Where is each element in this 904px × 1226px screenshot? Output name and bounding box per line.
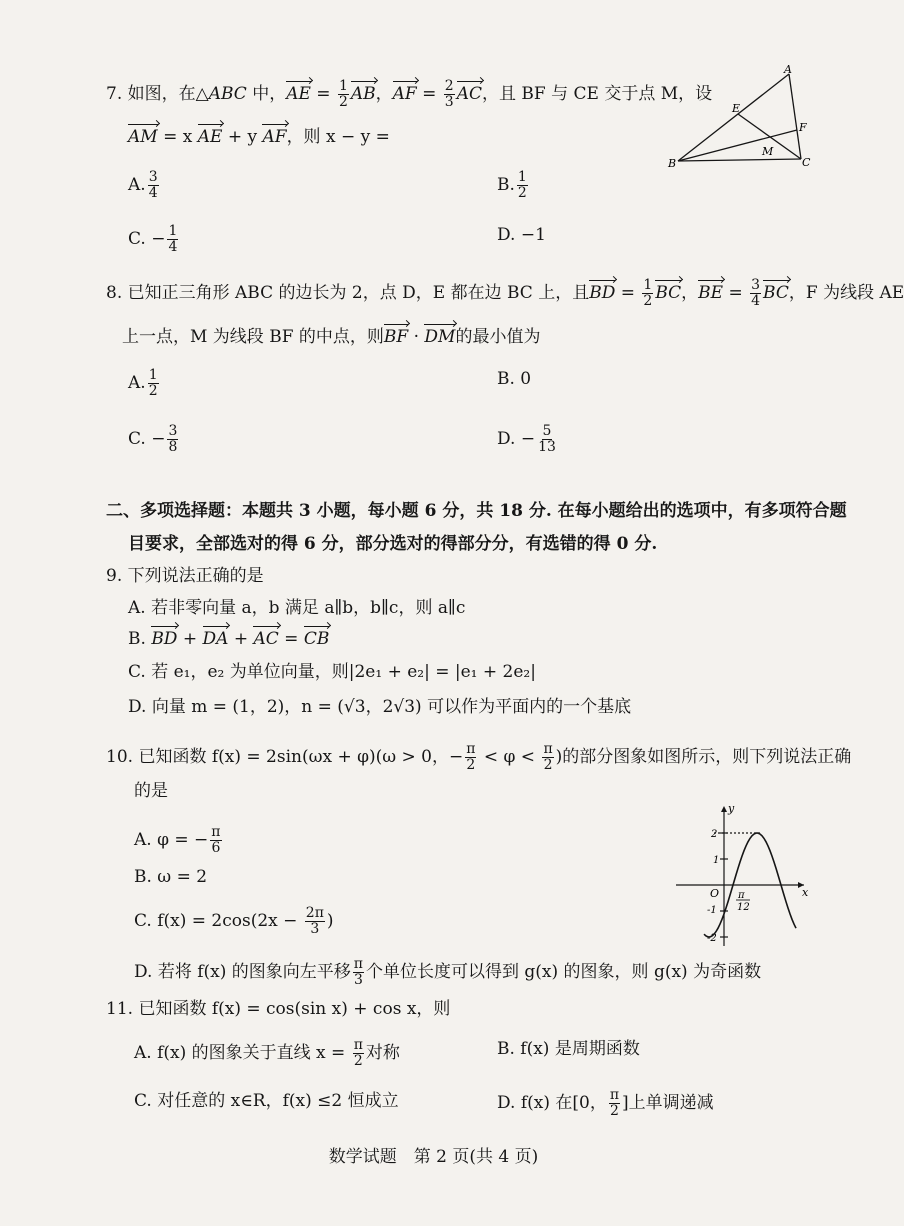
q7-option-b: B. $\frac{1}{2}$ (497, 169, 527, 201)
q10-sine-graph (672, 800, 812, 950)
q9-option-a: A. 若非零向量 a，b 满足 a∥b，b∥c，则 a∥c (128, 598, 466, 618)
q7-option-c: C. − $\frac{1}{4}$ (128, 223, 178, 255)
q7-line1: 7. 如图，在△ABC 中，AE = $\frac{1}{2}$ AB，AF = $\frac{2}{3}$ AC，且 BF 与 CE 交于点 M，设 (106, 78, 713, 110)
fraction: $\frac{\pi}{2}$ (353, 1037, 363, 1069)
q8-line2: 上一点，M 为线段 BF 的中点，则BF · DM的最小值为 (122, 327, 541, 347)
vector-cb: CB (303, 629, 330, 649)
fraction: $\frac{\pi}{2}$ (609, 1087, 620, 1119)
vector-af: AF (392, 84, 417, 104)
tick-label-2: 2 (711, 829, 718, 840)
vector-ae: AE (286, 84, 311, 104)
vector-bf: BF (383, 327, 409, 347)
label-c: C (802, 156, 811, 169)
side-bc (678, 159, 801, 161)
vector-am: AM (128, 127, 158, 147)
vector-bd: BD (589, 283, 616, 303)
vector-ac: AC (253, 629, 279, 649)
q8-option-c: C. − $\frac{3}{8}$ (128, 423, 178, 455)
q7-option-d: D. −1 (497, 225, 546, 245)
fraction: $\frac{1}{2}$ (148, 367, 158, 399)
q11-stem: 11. 已知函数 f(x) = cos(sin x) + cos x，则 (106, 999, 451, 1019)
q7-line2: AM = x AE + y AF，则 x − y = (128, 127, 390, 147)
x-tick-label-12: 12 (737, 902, 750, 913)
q11-option-b: B. f(x) 是周期函数 (497, 1039, 640, 1059)
segment-bf (678, 130, 797, 161)
vector-ae: AE (197, 127, 223, 147)
fraction: $\frac{2}{3}$ (444, 78, 454, 110)
fraction: $\frac{\pi}{6}$ (211, 824, 221, 856)
origin-label: O (710, 887, 720, 900)
fraction: $\frac{\pi}{2}$ (543, 741, 553, 773)
q10-option-d: D. 若将 f(x) 的图象向左平移 $\frac{\pi}{3}$ 个单位长度可以得到 g(x) 的图象，则 g(x) 为奇函数 (134, 956, 762, 988)
label-b: B (668, 157, 677, 170)
q8-option-a: A. $\frac{1}{2}$ (128, 367, 158, 399)
side-ac (789, 74, 801, 159)
q11-option-c: C. 对任意的 x∈R，f(x) ≤2 恒成立 (134, 1091, 399, 1111)
label-f: F (799, 121, 807, 134)
label-m: M (762, 145, 774, 158)
q10-option-c: C. f(x) = 2cos(2x − $\frac{2\pi}{3}$ ) (134, 905, 334, 937)
tick-label-minus2: -2 (707, 933, 717, 944)
vector-bc: BC (763, 283, 789, 303)
tick-label-1: 1 (713, 855, 720, 866)
tick-label-minus1: -1 (707, 905, 717, 916)
vector-ac: AC (456, 84, 483, 104)
section2-heading-line1: 二、多项选择题：本题共 3 小题，每小题 6 分，共 18 分. 在每小题给出的选项中，有多项符合题 (106, 501, 847, 521)
q10-line2: 的是 (134, 781, 168, 801)
vector-bc: BC (655, 283, 682, 303)
vector-dm: DM (424, 327, 456, 347)
y-axis-arrow (721, 806, 727, 812)
q9-stem: 9. 下列说法正确的是 (106, 566, 264, 586)
y-axis-label: y (728, 802, 735, 815)
label-a: A (784, 63, 792, 76)
q8-option-b: B. 0 (497, 369, 532, 389)
fraction: $\frac{2\pi}{3}$ (305, 905, 324, 937)
q7-option-a: A. $\frac{3}{4}$ (128, 169, 158, 201)
q9-option-b: B. BD + DA + AC = CB (128, 629, 330, 649)
q7-triangle-figure (668, 60, 818, 175)
fraction: $\frac{3}{8}$ (168, 423, 178, 455)
fraction: $\frac{\pi}{3}$ (353, 956, 363, 988)
x-axis-label: x (802, 886, 809, 899)
vector-ab: AB (350, 84, 376, 104)
q8-line1: 8. 已知正三角形 ABC 的边长为 2，点 D，E 都在边 BC 上，且BD = $\frac{1}{2}$ BC，BE = $\frac{3}{4}$ BC，F 为线段 AE (106, 277, 904, 309)
q10-option-a: A. φ = − $\frac{\pi}{6}$ (134, 824, 221, 856)
q9-option-d: D. 向量 m = (1，2)，n = (√3，2√3) 可以作为平面内的一个基底 (128, 697, 632, 717)
q8-option-d: D. − $\frac{5}{13}$ (497, 423, 556, 455)
fraction: $\frac{1}{2}$ (338, 78, 348, 110)
fraction: $\frac{1}{2}$ (517, 169, 527, 201)
fraction: $\frac{\pi}{2}$ (466, 741, 476, 773)
page-footer: 数学试题 第 2 页(共 4 页) (328, 1147, 539, 1167)
vector-bd: BD (151, 629, 178, 649)
fraction: $\frac{3}{4}$ (751, 277, 761, 309)
q10-line1: 10. 已知函数 f(x) = 2sin(ωx + φ)(ω > 0，− $\frac{\pi}{2}$ < φ < $\frac{\pi}{2}$ )的部分图象如图所示，则下列说法正确 (106, 741, 852, 773)
fraction: $\frac{5}{13}$ (538, 423, 556, 455)
vector-af: AF (262, 127, 287, 147)
fraction: $\frac{1}{2}$ (643, 277, 653, 309)
q11-option-d: D. f(x) 在[0， $\frac{\pi}{2}$ ]上单调递减 (497, 1087, 714, 1119)
vector-be: BE (698, 283, 724, 303)
q9-option-c: C. 若 e₁，e₂ 为单位向量，则|2e₁ + e₂| = |e₁ + 2e₂| (128, 662, 536, 682)
fraction: $\frac{3}{4}$ (148, 169, 158, 201)
fraction: $\frac{1}{4}$ (168, 223, 178, 255)
q11-option-a: A. f(x) 的图象关于直线 x = $\frac{\pi}{2}$ 对称 (134, 1037, 400, 1069)
section2-heading-line2: 目要求，全部选对的得 6 分，部分选对的得部分分，有选错的得 0 分. (128, 534, 658, 554)
q10-option-b: B. ω = 2 (134, 867, 208, 887)
x-tick-label-pi: π (738, 890, 745, 901)
label-e: E (732, 102, 741, 115)
vector-da: DA (202, 629, 229, 649)
